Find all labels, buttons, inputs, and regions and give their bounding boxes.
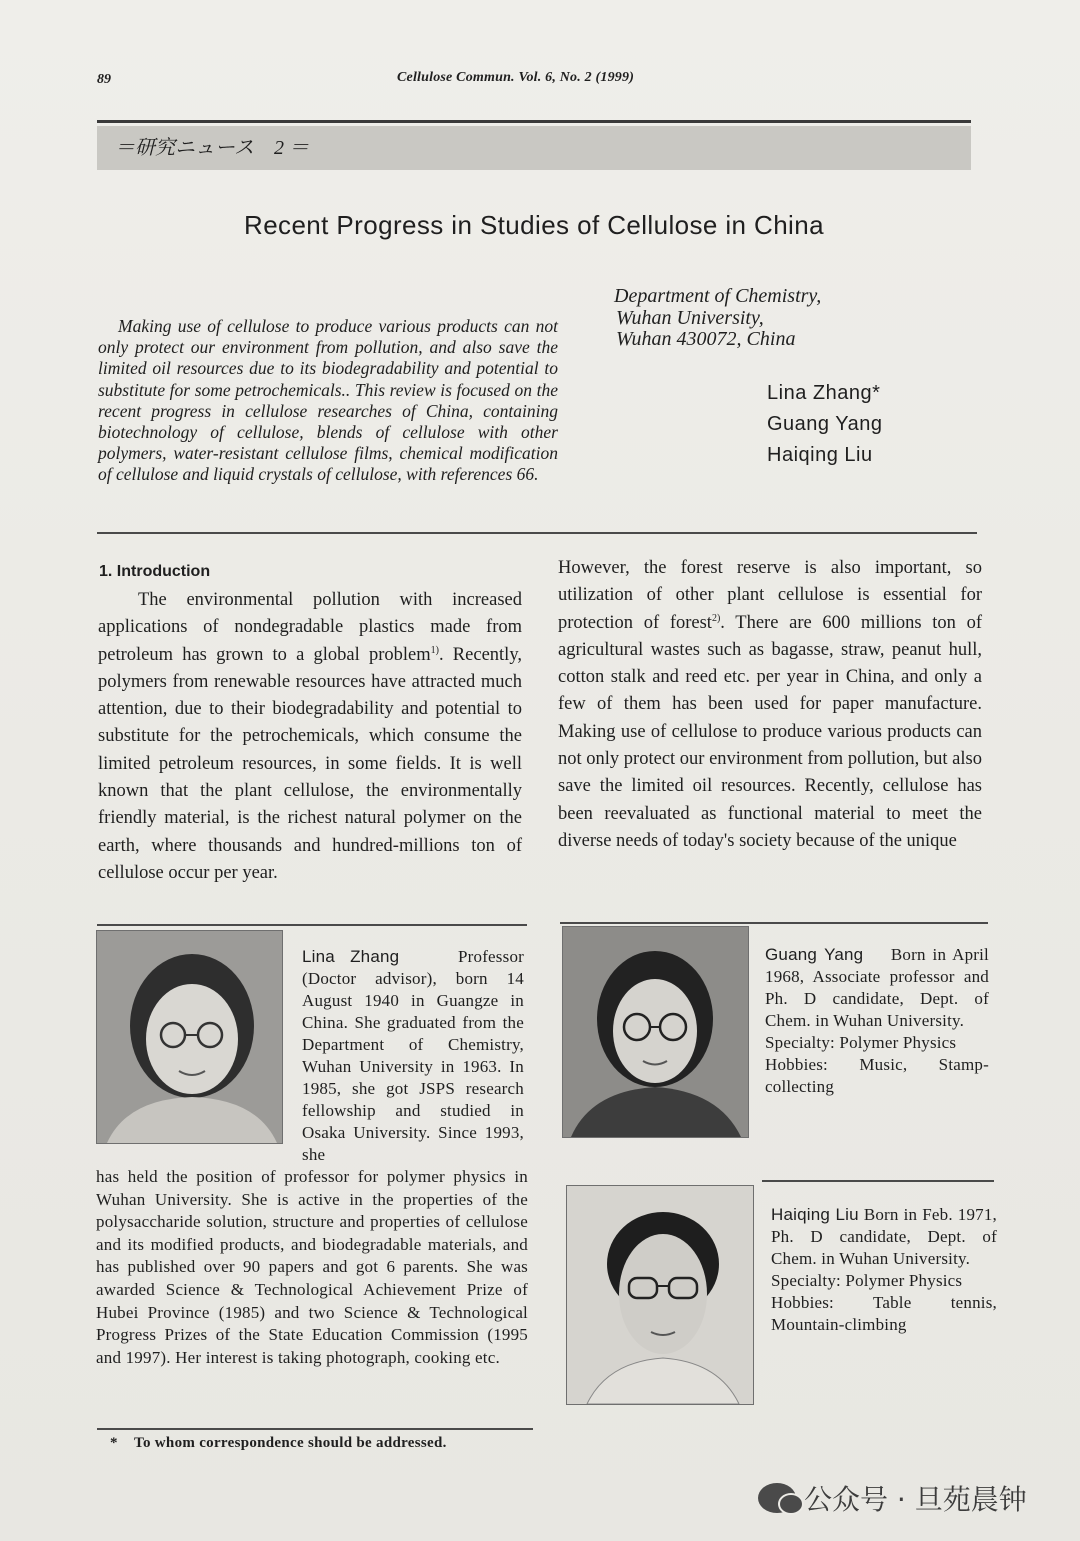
affiliation-line: Wuhan 430072, China <box>616 328 796 350</box>
wechat-icon <box>758 1483 796 1513</box>
body-column-right <box>558 555 982 855</box>
bio-rule <box>560 922 988 924</box>
reference-marker[interactable]: 2) <box>711 612 721 624</box>
reference-marker[interactable]: 1) <box>430 644 439 656</box>
footnote-rule <box>97 1428 533 1430</box>
bio-name: Guang Yang <box>765 945 864 964</box>
body-text: . Recently, polymers from renewable resources have attracted much attention, due to their biodegradability and potential to substitute for the petrochemicals, which consume the limited petroleum resources, in some fields. It is well known that the plant cellulose, the environmentally friendly material, is the richest natural polymer on the earth, where thousands and hundred-millions ton of cellulose occur per year. <box>98 644 522 883</box>
bio-specialty: Specialty: Polymer Physics <box>765 1033 957 1052</box>
watermark-text: 公众号 · 旦苑晨钟 <box>804 1483 1027 1516</box>
author-name: Haiqing Liu <box>767 444 873 466</box>
body-column-left <box>98 587 522 887</box>
affiliation <box>614 286 914 351</box>
affiliation-line: Wuhan University, <box>616 306 764 329</box>
bio-text: Born in April 1968, Associate professor and Ph. D candidate, Dept. of Chem. in Wuhan University. <box>765 945 989 1030</box>
footnote <box>110 1435 447 1452</box>
portrait-photo-liu <box>566 1185 754 1405</box>
bio-hobbies: Hobbies: Table tennis, Mountain-climbing <box>771 1293 997 1334</box>
portrait-photo-zhang <box>96 930 283 1144</box>
author-name: Guang Yang <box>767 413 883 435</box>
bio-zhang-wrap <box>302 946 524 1166</box>
portrait-photo-yang <box>562 926 749 1138</box>
affiliation-line: Department of Chemistry, <box>614 285 822 307</box>
article-title: Recent Progress in Studies of Cellulose in China <box>244 210 824 240</box>
bio-text: Born in Feb. 1971, Ph. D candidate, Dept. of Chem. in Wuhan University. <box>771 1205 998 1268</box>
bio-name: Lina Zhang <box>302 947 400 966</box>
footnote-marker: * <box>110 1435 118 1451</box>
body-text: However, the forest reserve is also important, so utilization of other plant cellulose is essential for protection of forest <box>558 558 982 633</box>
bio-yang <box>765 944 989 1098</box>
author-name: Lina Zhang* <box>767 382 881 404</box>
body-text: The environmental pollution with increased applications of nondegradable plastics made from petroleum has grown to a global problem <box>98 590 522 665</box>
bio-hobbies: Hobbies: Music, Stamp-collecting <box>765 1055 989 1096</box>
bio-specialty: Specialty: Polymer Physics <box>771 1271 963 1290</box>
abstract-rule <box>97 532 977 534</box>
author-list <box>767 378 882 471</box>
section-heading: 1. Introduction <box>99 563 211 580</box>
journal-citation: Cellulose Commun. Vol. 6, No. 2 (1999) <box>397 70 635 85</box>
bio-zhang-full: has held the position of professor for polymer physics in Wuhan University. She is active in the properties of the polysaccharide solution, structure and properties of cellulose and its modified products, and biodegradable materials, and has published over 90 papers and got 6 parents. She was awarded Science & Technological Achievement Prize of Hubei Province (1985) and two Science & Technological Progress Prizes of the State Education Commission (1995 and 1997). Her interest is taking photograph, cooking etc. <box>96 1167 528 1367</box>
bio-name: Haiqing Liu <box>771 1205 859 1224</box>
bio-liu <box>771 1204 997 1336</box>
footnote-text: To whom correspondence should be addressed. <box>134 1435 447 1451</box>
page-number: 89 <box>97 72 111 87</box>
banner-label: ＝研究ニュース 2 ＝ <box>115 137 309 159</box>
bio-rule <box>97 924 527 926</box>
wechat-watermark <box>758 1478 1027 1518</box>
body-text: . There are 600 millions ton of agricultural wastes such as bagasse, straw, peanut hull, cotton stalk and reed etc. per year in China, and only a few of them has been used for paper manufacture. Making use of cellulose to produce various products can not only protect our environment from pollution, but also save the limited oil resources. Recently, cellulose has been reevaluated as functional material to meet the diverse needs of today's society because of the unique <box>558 612 982 851</box>
section-banner <box>97 126 971 170</box>
bio-text: Professor (Doctor advisor), born 14 August 1940 in Guangze in China. She graduated from the Department of Chemistry, Wuhan University in 1963. In 1985, she got JSPS research fellowship and studied in Osaka University. Since 1993, she <box>302 947 524 1164</box>
bio-rule <box>762 1180 994 1182</box>
abstract: Making use of cellulose to produce various products can not only protect our environment from pollution, and also save the limited oil resources due to its biodegradability and potential to substitute for some petrochemicals.. This review is focused on the recent progress in cellulose researches of China, containing biotechnology of cellulose, blends of cellulose with other polymers, water-resistant cellulose films, chemical modification of cellulose and liquid crystals of cellulose, with references 66. <box>98 316 558 485</box>
header-rule <box>97 120 971 123</box>
